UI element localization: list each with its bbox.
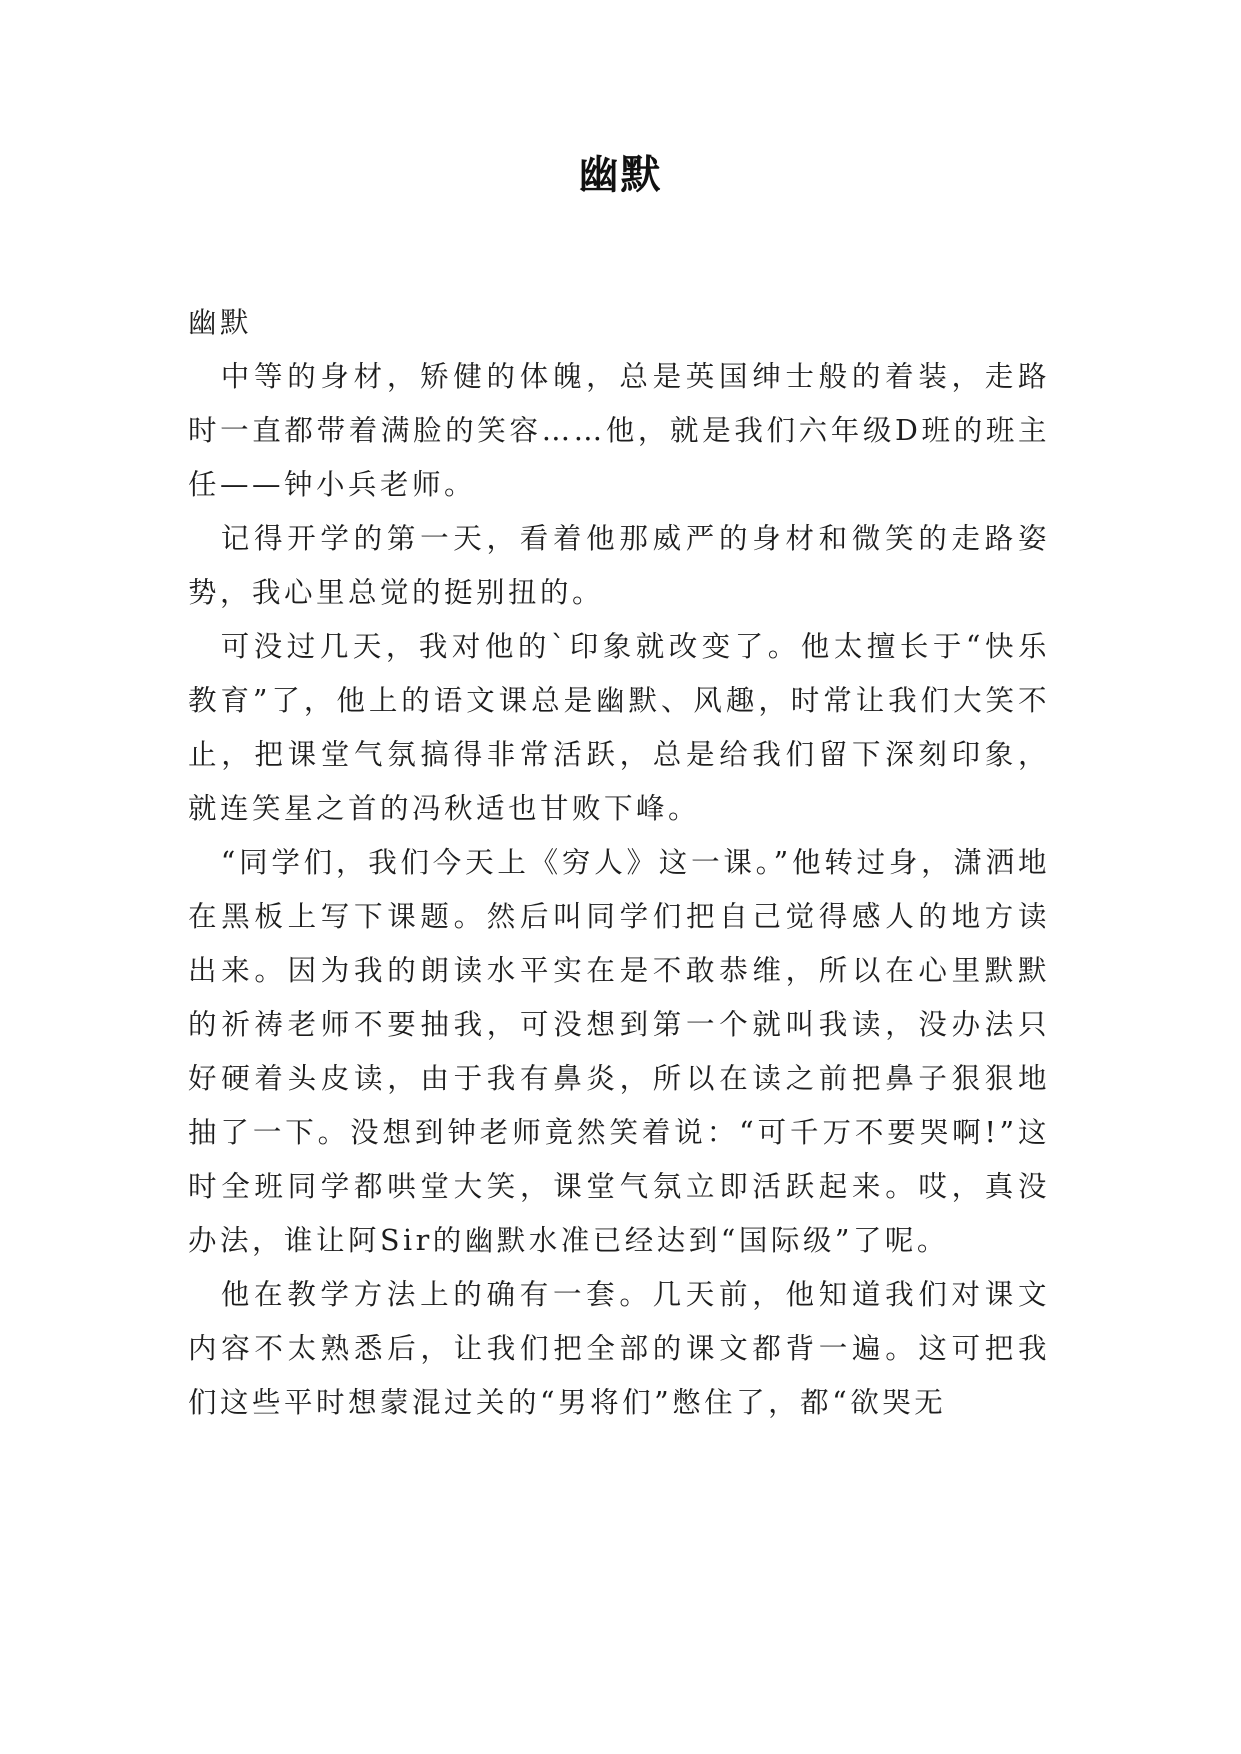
paragraph-4: “同学们，我们今天上《穷人》这一课。”他转过身，潇洒地在黑板上写下课题。然后叫同学们把自己觉得感人的地方读出来。因为我的朗读水平实在是不敢恭维，所以在心里默默的祈祷老师不要抽我，可没想到第一个就叫我读，没办法只好硬着头皮读，由于我有鼻炎，所以在读之前把鼻子狠狠地抽了一下。没想到钟老师竟然笑着说：“可千万不要哭啊!”这时全班同学都哄堂大笑，课堂气氛立即活跃起来。哎，真没办法，谁让阿Sir的幽默水准已经达到“国际级”了呢。 — [188, 846, 1050, 1257]
paragraph-2: 记得开学的第一天，看着他那威严的身材和微笑的走路姿势，我心里总觉的挺别扭的。 — [188, 522, 1050, 609]
document-title: 幽默 — [578, 151, 663, 198]
paragraph-5: 他在教学方法上的确有一套。几天前，他知道我们对课文内容不太熟悉后，让我们把全部的课文都背一遍。这可把我们这些平时想蒙混过关的“男将们”憋住了，都“欲哭无 — [188, 1278, 1050, 1419]
document-body — [188, 296, 1050, 1430]
document-subtitle: 幽默 — [188, 306, 253, 339]
paragraph-3: 可没过几天，我对他的`印象就改变了。他太擅长于“快乐教育”了，他上的语文课总是幽默、风趣，时常让我们大笑不止，把课堂气氛搞得非常活跃，总是给我们留下深刻印象，就连笑星之首的冯秋适也甘败下峰。 — [188, 630, 1050, 825]
paragraph-1: 中等的身材，矫健的体魄，总是英国绅士般的着装，走路时一直都带着满脸的笑容……他，就是我们六年级D班的班主任——钟小兵老师。 — [188, 360, 1050, 501]
